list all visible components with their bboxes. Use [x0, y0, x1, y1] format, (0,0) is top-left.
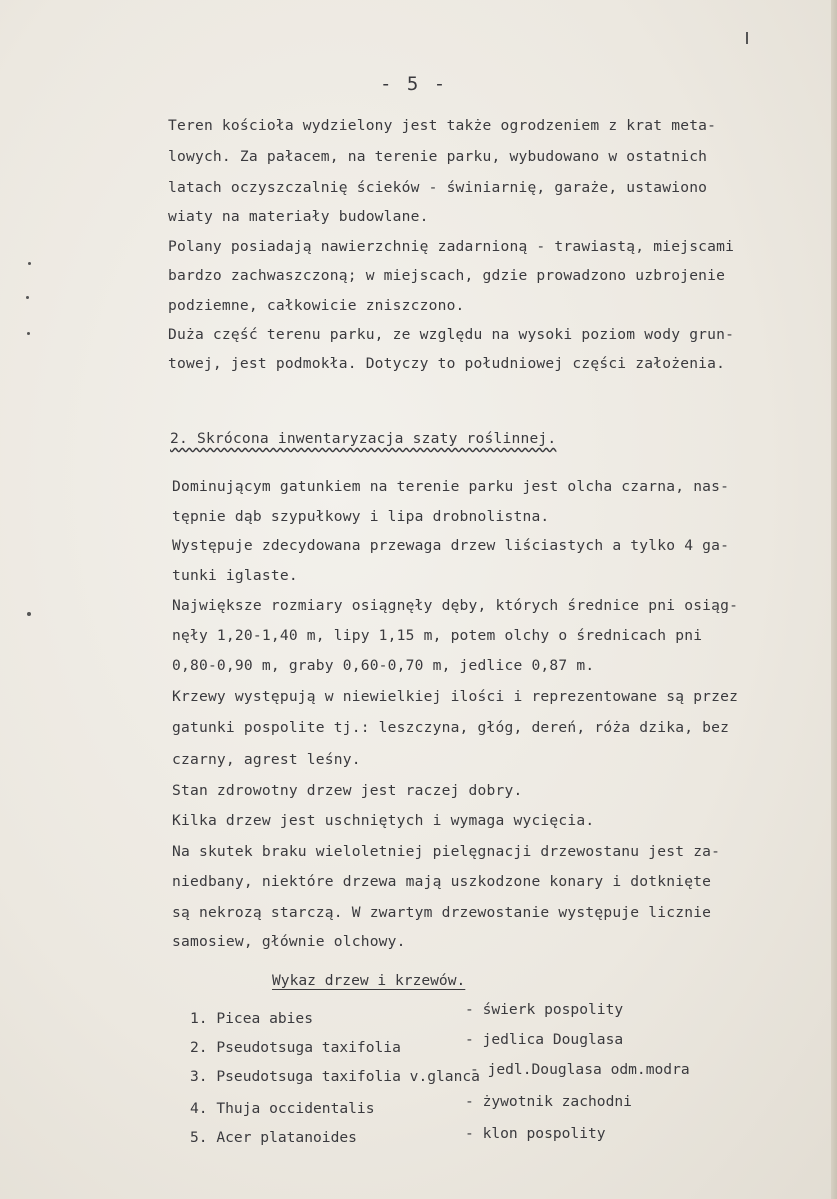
species-latin-name: 3. Pseudotsuga taxifolia v.glanca — [190, 1068, 480, 1085]
section-heading: 2. Skrócona inwentaryzacja szaty roślinnej. — [170, 430, 557, 447]
species-polish-name: - jedlica Douglasa — [465, 1031, 624, 1048]
paragraph-2-line: tunki iglaste. — [172, 567, 298, 584]
species-polish-name: - świerk pospolity — [465, 1001, 624, 1018]
margin-dot — [28, 262, 31, 265]
paragraph-1-line: Teren kościoła wydzielony jest także ogrodzeniem z krat meta- — [168, 117, 717, 134]
species-latin-name: 1. Picea abies — [190, 1010, 314, 1027]
margin-dot — [27, 332, 30, 335]
paragraph-2-line: Krzewy występują w niewielkiej ilości i reprezentowane są przez — [172, 688, 739, 705]
species-polish-name: - żywotnik zachodni — [465, 1093, 632, 1110]
margin-dot — [26, 296, 29, 299]
paragraph-2-line: 0,80-0,90 m, graby 0,60-0,70 m, jedlice 0,87 m. — [172, 657, 595, 674]
paragraph-2-line: Występuje zdecydowana przewaga drzew liściastych a tylko 4 ga- — [172, 537, 730, 554]
species-list-title: Wykaz drzew i krzewów. — [272, 972, 466, 989]
paragraph-1-line: Duża część terenu parku, ze względu na wysoki poziom wody grun- — [168, 326, 735, 343]
paragraph-1-line: podziemne, całkowicie zniszczono. — [168, 297, 465, 314]
paragraph-2-line: Stan zdrowotny drzew jest raczej dobry. — [172, 782, 523, 799]
paragraph-1-line: Polany posiadają nawierzchnię zadarnioną - trawiastą, miejscami — [168, 238, 735, 255]
species-latin-name: 2. Pseudotsuga taxifolia — [190, 1039, 401, 1056]
paragraph-1-line: towej, jest podmokła. Dotyczy to południowej części założenia. — [168, 355, 726, 372]
species-latin-name: 5. Acer platanoides — [190, 1129, 357, 1146]
paragraph-2-line: Na skutek braku wieloletniej pielęgnacji drzewostanu jest za- — [172, 843, 721, 860]
paragraph-2-line: czarny, agrest leśny. — [172, 751, 361, 768]
paragraph-2-line: Kilka drzew jest uschniętych i wymaga wycięcia. — [172, 812, 595, 829]
species-polish-name: - jedl.Douglasa odm.modra — [470, 1061, 690, 1078]
page-number: - 5 - — [380, 73, 448, 95]
paragraph-2-line: niedbany, niektóre drzewa mają uszkodzone konary i dotknięte — [172, 873, 712, 890]
paragraph-2-line: Dominującym gatunkiem na terenie parku jest olcha czarna, nas- — [172, 478, 730, 495]
species-polish-name: - klon pospolity — [465, 1125, 606, 1142]
paragraph-2-line: tępnie dąb szypułkowy i lipa drobnolistna. — [172, 508, 550, 525]
paragraph-1-line: bardzo zachwaszczoną; w miejscach, gdzie prowadzono uzbrojenie — [168, 267, 726, 284]
margin-mark — [746, 32, 748, 44]
margin-dot — [27, 612, 31, 616]
paragraph-2-line: gatunki pospolite tj.: leszczyna, głóg, dereń, róża dzika, bez — [172, 719, 730, 736]
paragraph-2-line: są nekrozą starczą. W zwartym drzewostanie występuje licznie — [172, 904, 712, 921]
paragraph-1-line: wiaty na materiały budowlane. — [168, 208, 429, 225]
paragraph-2-line: samosiew, głównie olchowy. — [172, 933, 406, 950]
paragraph-1-line: latach oczyszczalnię ścieków - świniarnię, garaże, ustawiono — [168, 179, 708, 196]
paragraph-2-line: Największe rozmiary osiągnęły dęby, których średnice pni osiąg- — [172, 597, 739, 614]
paragraph-1-line: lowych. Za pałacem, na terenie parku, wybudowano w ostatnich — [168, 148, 708, 165]
paragraph-2-line: nęły 1,20-1,40 m, lipy 1,15 m, potem olchy o średnicach pni — [172, 627, 703, 644]
species-latin-name: 4. Thuja occidentalis — [190, 1100, 375, 1117]
page-edge-shadow — [831, 0, 837, 1199]
